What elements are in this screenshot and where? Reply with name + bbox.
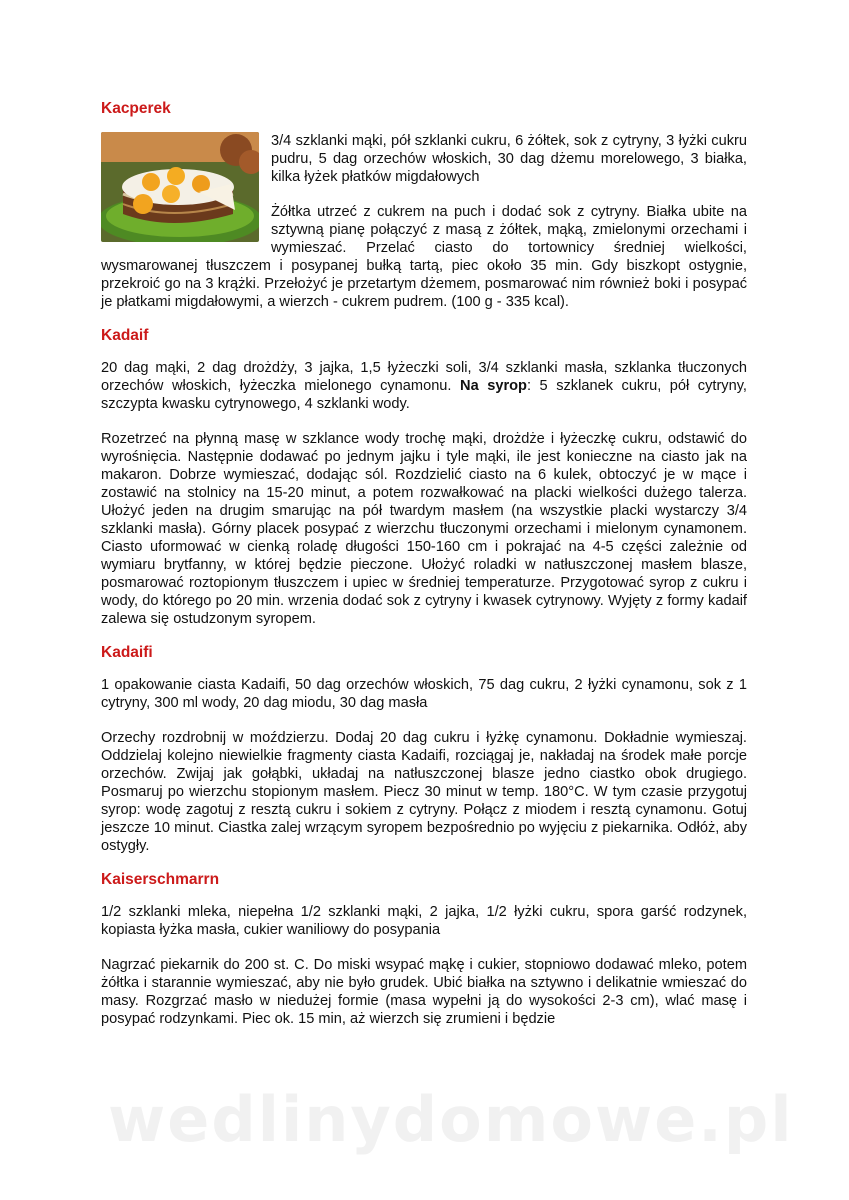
cake-photo-icon <box>101 132 259 242</box>
recipe-title: Kacperek <box>101 100 171 117</box>
recipe-kaiserschmarrn <box>101 871 747 1028</box>
recipe-kadaifi <box>101 644 747 855</box>
recipe-method: Orzechy rozdrobnij w moździerzu. Dodaj 20 dag cukru i łyżkę cynamonu. Dokładnie wymieszaj. Oddzielaj kolejno niewielkie fragmenty ciasta Kadaifi, rozciągaj je, nakładaj na środek małe porcje orzechów. Zwijaj jak gołąbki, układaj na natłuszczonej blasze jedno ciastko obok drugiego. Posmaruj po wierzchu stopionym masłem. Piecz 30 minut w temp. 180°C. W tym czasie przygotuj syrop: wodę zagotuj z resztą cukru i sokiem z cytryny. Połącz z miodem i resztą cynamonu. Gotuj jeszcze 10 minut. Ciastka zalej wrzącym syropem bezpośrednio po wyjęciu z piekarnika. Odłóż, aby ostygły. <box>101 730 747 854</box>
recipe-title: Kadaif <box>101 327 149 344</box>
recipe-title: Kaiserschmarrn <box>101 871 220 888</box>
recipe-ingredients: 1 opakowanie ciasta Kadaifi, 50 dag orzechów włoskich, 75 dag cukru, 2 łyżki cynamonu, sok z 1 cytryny, 300 ml wody, 20 dag miodu, 30 dag masła <box>101 677 747 711</box>
recipe-ingredients: 1/2 szklanki mleka, niepełna 1/2 szklanki mąki, 2 jajka, 1/2 łyżki cukru, spora garść rodzynek, kopiasta łyżka masła, cukier waniliowy do posypania <box>101 904 747 938</box>
recipe-title: Kadaifi <box>101 644 153 661</box>
recipe-method: Żółtka utrzeć z cukrem na puch i dodać sok z cytryny. Białka ubite na sztywną pianę połączyć z masą z żółtek, mąką, zmielonymi orzechami i wymieszać. Przelać ciasto do tortownicy średniej wielkości, wysmarowanej tłuszczem i posypanej bułką tartą, piec około 35 min. Gdy biszkopt ostygnie, przekroić go na 3 krążki. Przełożyć je przetartym dżemem, posmarować nim również boki i posypać je płatkami migdałowymi, a wierzch - cukrem pudrem. (100 g - 335 kcal). <box>101 204 747 310</box>
syrup-label: Na syrop <box>460 378 527 394</box>
syrup-ingredients: : 5 szklanek cukru, pół cytryny, szczypta kwasku cytrynowego, 4 szklanki wody. <box>101 378 747 412</box>
recipe-kacperek <box>101 100 747 311</box>
site-watermark: wedlinydomowe.pl <box>108 1083 794 1156</box>
recipe-ingredients <box>101 359 747 413</box>
ingredients-text: 20 dag mąki, 2 dag drożdży, 3 jajka, 1,5 łyżeczki soli, 3/4 szklanki masła, szklanka tłuczonych orzechów włoskich, łyżeczka mielonego cynamonu. <box>101 360 747 394</box>
recipe-ingredients: 3/4 szklanki mąki, pół szklanki cukru, 6 żółtek, sok z cytryny, 3 łyżki cukru pudru, 5 dag orzechów włoskich, 30 dag dżemu morelowego, 3 białka, kilka łyżek płatków migdałowych <box>271 133 747 185</box>
recipe-kadaif <box>101 327 747 628</box>
recipe-method: Nagrzać piekarnik do 200 st. C. Do miski wsypać mąkę i cukier, stopniowo dodawać mleko, potem żółtka i starannie wymieszać, aby nie było grudek. Ubić białka na sztywno i delikatnie wmieszać do masy. Rozgrzać masło w niedużej formie (masa wypełni ją do wysokości 2-3 cm), wlać masę i posypać rodzynkami. Piec ok. 15 min, aż wierzch się zrumieni i będzie <box>101 957 747 1027</box>
recipe-method: Rozetrzeć na płynną masę w szklance wody trochę mąki, drożdże i łyżeczkę cukru, odstawić do wyrośnięcia. Następnie dodawać po jednym jajku i tyle mąki, ile jest konieczne na ciasto jak na makaron. Dobrze wymieszać, dodając sól. Rozdzielić ciasto na 6 kulek, obtoczyć je w mące i zostawić na stolnicy na 15-20 minut, a potem rozwałkować na placki wielkości dużego talerza. Ułożyć jeden na drugim smarując na pół twardym masłem (na wszystkie placki wystarczy 3/4 szklanki masła). Górny placek posypać z wierzchu tłuczonymi orzechami i mielonym cynamonem. Ciasto uformować w cienką roladę długości 150-160 cm i pokrajać na 4-5 części zależnie od wymiaru brytfanny, w której będzie pieczone. Ułożyć roladki w natłuszczonej masłem blasze, posmarować roztopionym tłuszczem i upiec w średniej temperaturze. Przygotować syrop z cukru i wody, do którego po 20 min. wrzenia dodać sok z cytryny i kwasek cytrynowy. Wyjęty z formy kadaif zalewa się ostudzonym syropem. <box>101 431 747 627</box>
recipe-page <box>101 100 747 1044</box>
